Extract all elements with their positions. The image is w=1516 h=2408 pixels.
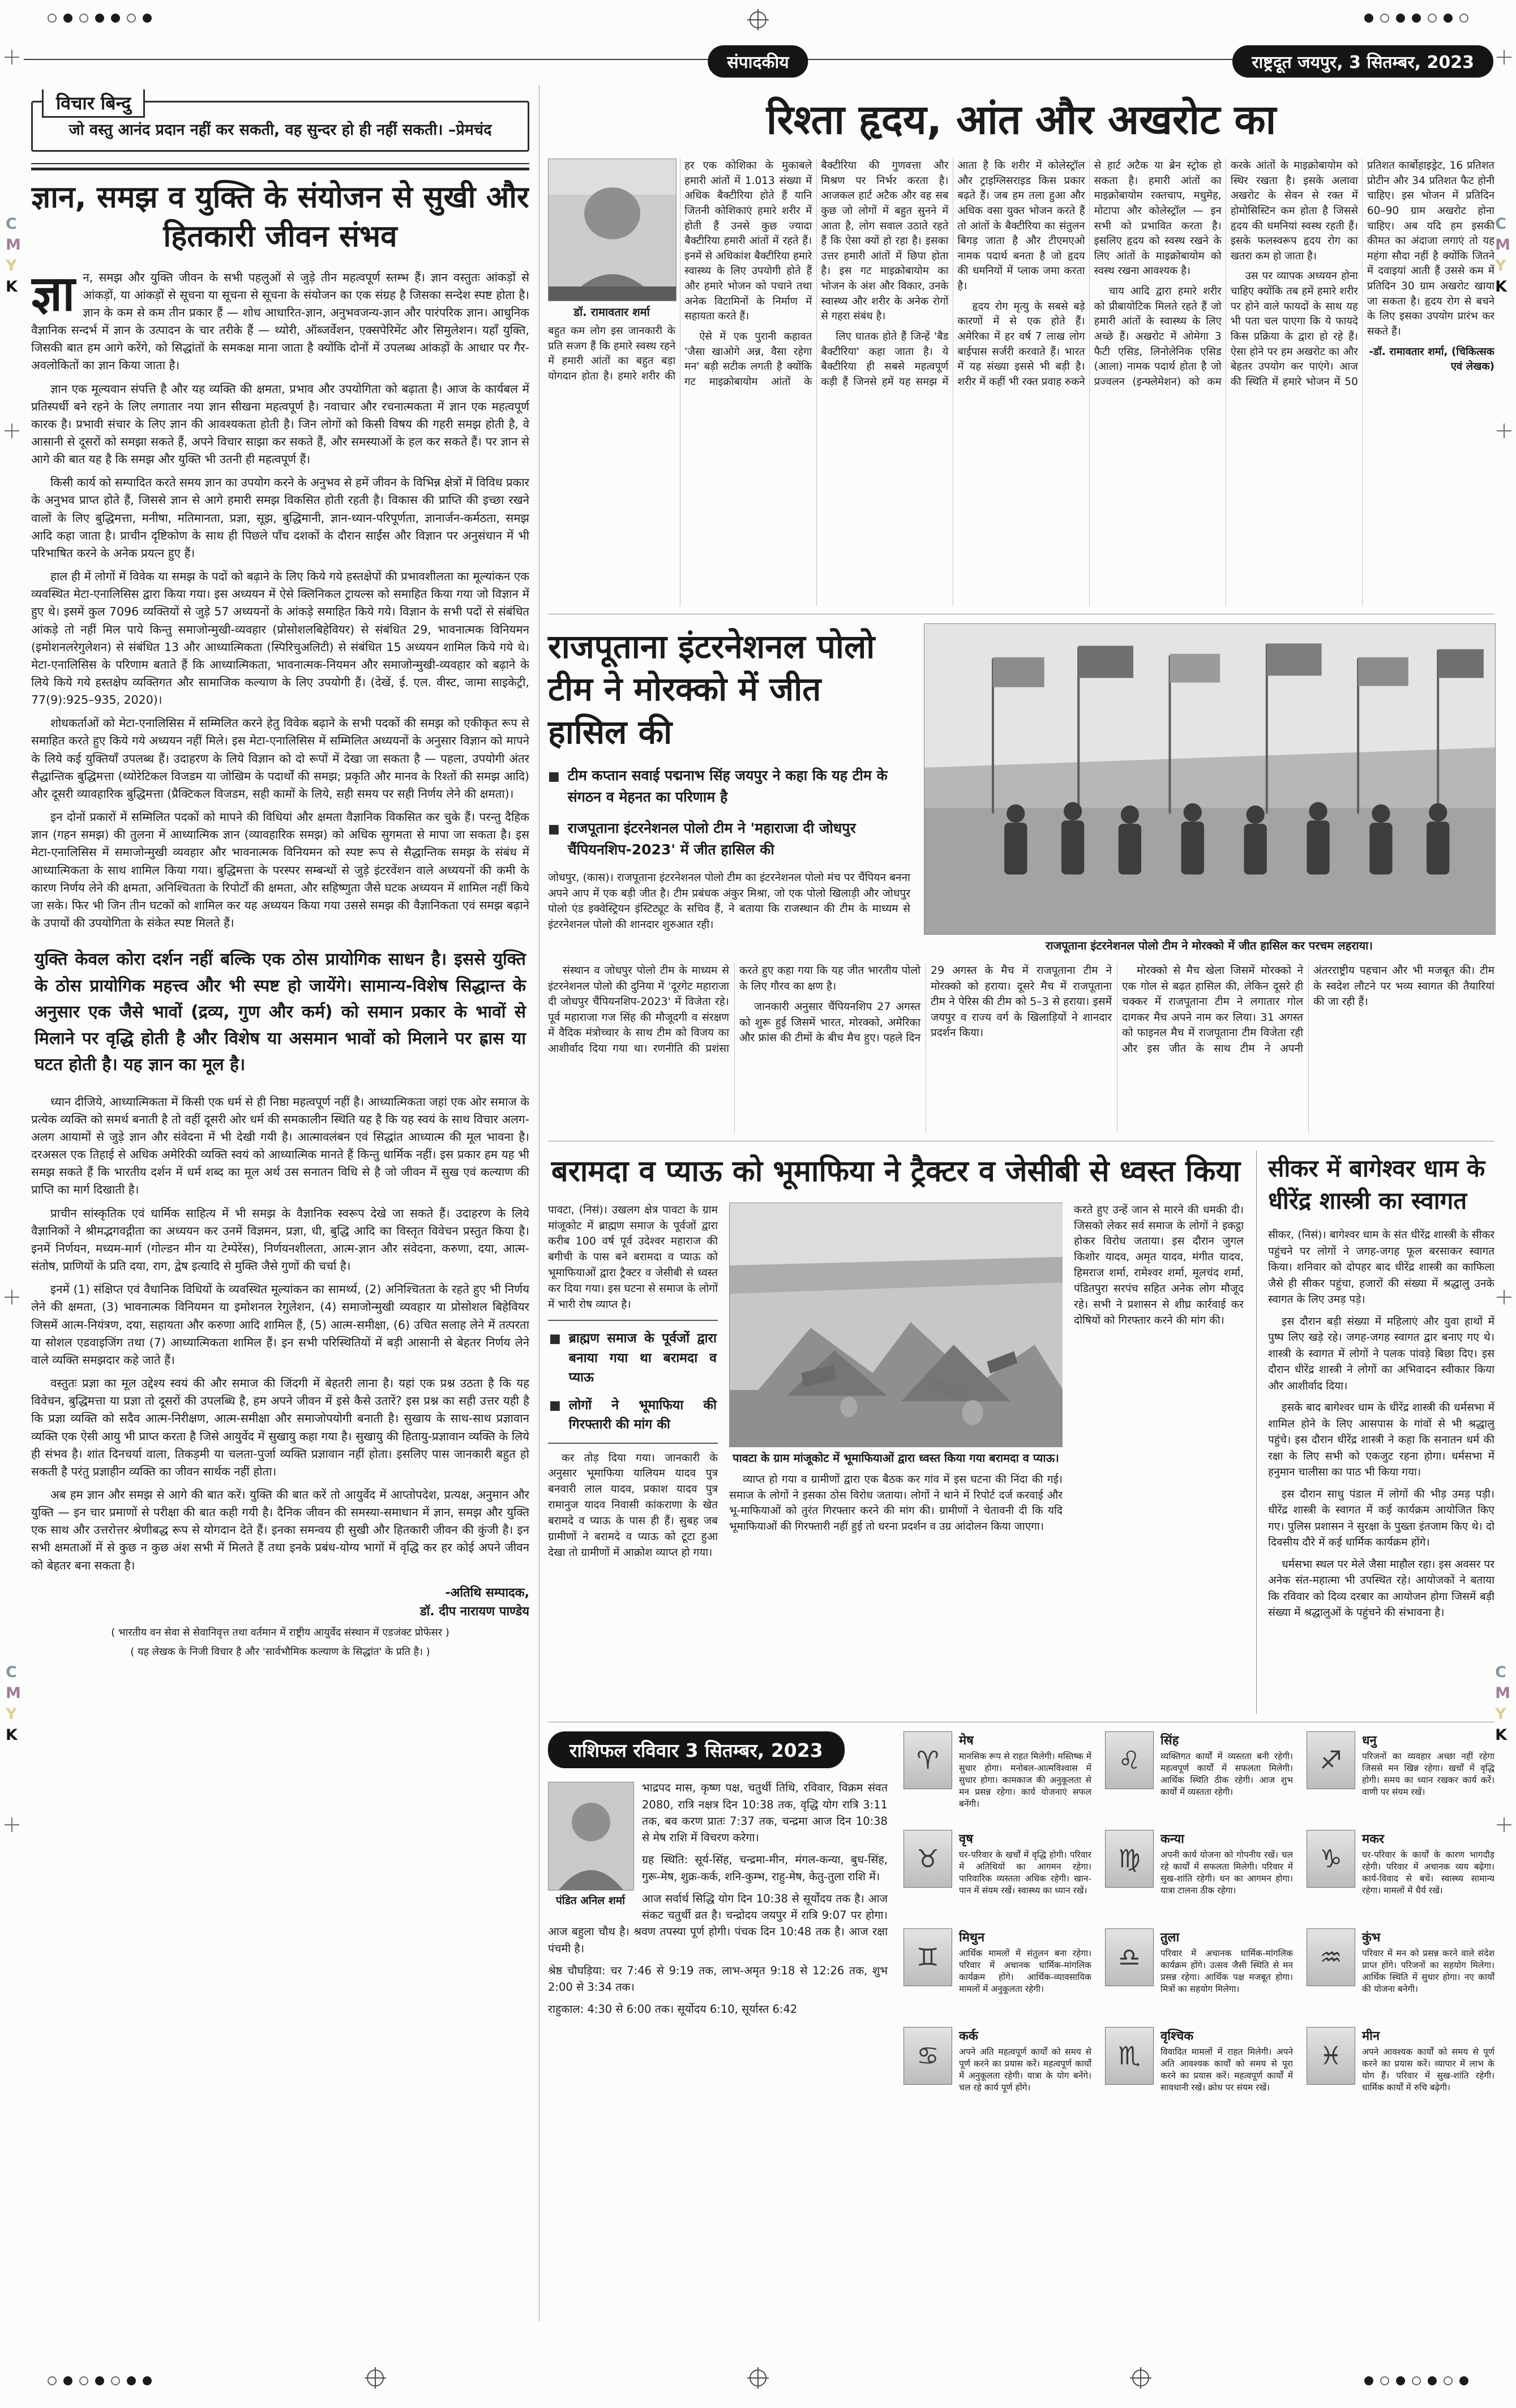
registration-dots-top-right [1364, 14, 1468, 23]
rubble-photo [729, 1203, 1063, 1465]
sagittarius-icon: ♐ [1307, 1731, 1355, 1789]
paragraph: वस्तुतः प्रज्ञा का मूल उद्देश्य स्वयं की और समाज की जिंदगी में बेहतरी लाना है। यहां एक प्रश्न उठता है कि यह विवेचन, बुद्धिमत्ता या प्रज्ञा तो दूसरों की उपलब्धि है, हम अपने जीवन में इसे कैसे उतारें? इस प्रश्न का सही उत्तर यही है कि प्रज्ञा व्यक्ति को सदैव आत्म-निरीक्षण, आत्म-समीक्षा और समाजोपयोगी बनाती है। सुखाय के साथ-साथ प्रज्ञावान व्यक्ति एक ऐसी आयु भी प्राप्त करता है जिसे आयुर्वेद में सुखायु कहा गया है। सुखायु की हितायु-प्रज्ञावान व्यक्ति के लिये ही संभव है। शांत दिनचर्या वाला, तिकड़मी या चलता-पुर्जा व्यक्ति प्रज्ञावान नहीं होता। इसलिए पास जानकारी बहुत हो सकती है परंतु प्रज्ञाहीन व्यक्ति का जीवन सार्थक नहीं होता। [31, 1376, 529, 1478]
registration-plus [5, 1817, 19, 1832]
paragraph: इसके बाद बागेश्वर धाम के धीरेंद्र शास्त्री की धर्मसभा में शामिल होने के लिए आसपास के गांवों से भी श्रद्धालु पहुंचे। इस दौरान धीरेंद्र शास्त्री ने कहा कि सनातन धर्म की रक्षा के लिए सभी को एकजुट रहना होगा। धर्मसभा में हनुमान चालीसा का पाठ भी किया गया। [1268, 1401, 1494, 1479]
bhumafia-article [548, 1150, 1244, 1714]
polo-team-photo-image [924, 623, 1496, 935]
polo-photo-caption: राजपूताना इंटरनेशनल पोलो टीम ने मोरक्को में जीत हासिल कर परचम लहराया। [1046, 939, 1373, 952]
heart-article-headline: रिश्ता हृदय, आंत और अखरोट का [766, 96, 1277, 143]
author-footnote: ( यह लेखक के निजी विचार है और 'सार्वभौमिक कल्याण के सिद्धांत' के प्रति है। ) [130, 1645, 430, 1658]
taurus-icon: ♉ [903, 1830, 952, 1888]
paragraph: अब हम ज्ञान और समझ से आगे की बात करें। युक्ति की बात करें तो आयुर्वेद में आप्तोपदेश, प्रत्यक्ष, अनुमान और युक्ति — इन चार प्रमाणों से परीक्षा की बात कही गयी है। दैनिक जीवन की समस्या-समाधान में ज्ञान, समझ और युक्ति एक साथ और उत्तरोत्तर श्रेणीबद्ध रूप से योगदान देते हैं। इनका समन्वय ही सुखी और हितकारी जीवन की कुंजी है। इन सभी क्षमताओं में से कुछ न कुछ अंश सभी में मिलते हैं तथा इनके प्रबंध-योग्य भागों में वृद्धि कर हर कोई अपने जीवन को बेहतर बना सकता है। [31, 1487, 529, 1572]
bhumafia-center-column [729, 1203, 1063, 1712]
horoscope-section [548, 1731, 1494, 2114]
bhumafia-bullet-2: ■ लोगों ने भूमाफिया की गिरफ्तारी की मांग की [549, 1396, 717, 1435]
zodiac-cell-kanya: ♍ कन्या अपनी कार्य योजना को गोपनीय रखें। चल रहे कार्यों में सफलता मिलेगी। परिवार में सुख-शांति रहेगी। धन का आगमन होगा। यात्रा टालना ठीक रहेगा। [1105, 1830, 1293, 1917]
pandit-photo [548, 1782, 633, 1907]
paragraph: कर तोड़ दिया गया। जानकारी के अनुसार भूमाफिया यालियम यादव पुत्र बनवारी लाल यादव, प्रकाश यादव पुत्र रामानुज यादव निवासी कांकराणा के खेत बरामदे व प्याऊ के पास ही हैं। सुबह जब ग्रामीणों ने बरामदे व प्याऊ को टूटा हुआ देखा तो ग्रामीणों में आक्रोश व्याप्त हो गया। [548, 1451, 718, 1559]
author-credit: -अतिथि सम्पादक, डॉ. दीप नारायण पाण्डेय [419, 1585, 529, 1619]
horoscope-title: राशिफल रविवार 3 सितम्बर, 2023 [548, 1731, 845, 1768]
registration-plus [1497, 1290, 1511, 1304]
lead-article-body [31, 265, 529, 1575]
polo-article-left [548, 623, 910, 953]
bhumafia-right-column [1074, 1203, 1244, 1712]
bhumafia-left-column [548, 1203, 718, 1712]
drop-cap: ज्ञा [31, 265, 75, 322]
zodiac-cell-mithun: ♊ मिथुन आर्थिक मामलों में संतुलन बना रहेगा। परिवार में अचानक धार्मिक-मांगलिक कार्यक्रम होंगे। आर्थिक-व्यावसायिक मामलों में अनुकूलता रहेगी। [903, 1928, 1091, 2016]
lead-article-headline: ज्ञान, समझ व युक्ति के संयोजन से सुखी और हितकारी जीवन संभव [31, 179, 529, 254]
paragraph: बहुत कम लोग इस जानकारी के प्रति सजग हैं कि हमारे स्वस्थ रहने में हमारी आंतों का बहुत बड़ा योगदान होता है। हमारे शरीर की हर एक कोशिका के मुकाबले हमारी आंतों में 1.013 संख्या में अधिक बैक्टीरिया होते हैं यानि जितनी कोशिकाएं हमारे शरीर में होती हैं उनसे कुछ ज्यादा बैक्टीरिया हमारी आंतों में रहते हैं। इनमें से अधिकांश बैक्टीरिया हमारे स्वास्थ्य के लिए उपयोगी होते हैं और हमारे भोजन को पचाने तथा अनेक विटामिनों के निर्माण में सहायता करते हैं। [548, 160, 812, 382]
left-column [31, 89, 529, 2327]
pandit-name: पंडित अनिल शर्मा [555, 1894, 625, 1907]
zodiac-cell-makar: ♑ मकर घर-परिवार के कार्यों के कारण भागदौड़ रहेगी। परिवार में अचानक व्यय बढ़ेगा। कार्य-विवाद से बचें। स्वास्थ्य सामान्य रहेगा। मामलों में धैर्य रखें। [1307, 1830, 1494, 1917]
paragraph: हाल ही में लोगों में विवेक या समझ के पदों को बढ़ाने के लिए किये गये हस्तक्षेपों की प्रभावशीलता का मूल्यांकन एक व्यवस्थित मेटा-एनालिसिस द्वारा किया गया। इस अध्ययन में ऐसे क्लिनिकल ट्रायल्स को समाहित किया गया जो विज्ञान में हुए थे। इसमें कुल 7096 व्यक्तियों से जुड़े 57 अध्ययनों के आंकड़े समाहित किये गये। विज्ञान के सभी पदों से संबंधित आंकड़े तो नहीं मिल पाये किन्तु समाजोन्मुखी-व्यवहार (प्रोसोशलबिहेवियर) से संबंधित 29, भावनात्मक विनियमन (इमोशनलरेगुलेशन) से संबंधित 13 और आध्यात्मिकता (स्पिरिचुअलिटी) से संबंधित 15 अध्ययन शामिल किये गये थे। मेटा-एनालिसिस के परिणाम बताते हैं कि आध्यात्मिकता, भावनात्मक-नियमन और समाजोन्मुखी-व्यवहार को बढ़ाने के लिये किये गये हस्तक्षेप व्यक्तिगत और सामाजिक कल्याण के लिए उपयोगी हैं। (देखें, ई. एल. वीस्ट, जामा साइकेट्री, 77(9):925–935, 2020)। [31, 570, 529, 707]
rubble-photo-image [729, 1203, 1063, 1447]
cmyk-print-mark: C M Y K [6, 1663, 21, 1744]
paragraph: इस दौरान बड़ी संख्या में महिलाएं और युवा हाथों में पुष्प लिए खड़े रहे। जगह-जगह स्वागत द्वार बनाए गए थे। शास्त्री के स्वागत में लोगों ने पलक पांवड़े बिछा दिए। इस दौरान धीरेंद्र शास्त्री ने लोगों का अभिवादन स्वीकार किया और आशीर्वाद दिया। [1268, 1315, 1494, 1392]
registration-crosshair-top-center [750, 11, 766, 28]
author-footnote: ( भारतीय वन सेवा से सेवानिवृत्त तथा वर्तमान में राष्ट्रीय आयुर्वेद संस्थान में एडजंक्ट प्रोफेसर ) [111, 1626, 449, 1639]
zodiac-cell-kark: ♋ कर्क अपने अति महत्वपूर्ण कार्यों को समय से पूर्ण करने का प्रयास करें। महत्वपूर्ण कार्यों में अनुकूलता रहेगी। यात्रा के योग बनेंगे। चल रहे कार्य पूर्ण होंगे। [903, 2027, 1091, 2114]
paragraph: करते हुए उन्हें जान से मारने की धमकी दी। जिसको लेकर सर्व समाज के लोगों ने इकट्ठा होकर विरोध जताया। इस दौरान जुगल किशोर यादव, अमृत यादव, मंगीत यादव, हिमराज शर्मा, रामेश्वर शर्मा, मूलचंद शर्मा, पंडितपुरा सरपंच सहित अनेक लोग मौजूद रहे। सभी ने प्रशासन से शीघ्र कार्रवाई कर दोषियों को गिरफ्तार करने की मांग की। [1074, 1203, 1244, 1327]
zodiac-cell-vrish: ♉ वृष घर-परिवार के खर्चों में वृद्धि होगी। परिवार में अतिथियों का आगमन रहेगा। पारिवारिक व्यस्तता अधिक रहेगी। खान-पान में संयम रखें। स्वास्थ्य का ध्यान रखें। [903, 1830, 1091, 1917]
pandit-portrait-image [548, 1782, 634, 1891]
paragraph: ज्ञान एक मूल्यवान संपत्ति है और यह व्यक्ति की क्षमता, प्रभाव और उपयोगिता को बढ़ाता है। आज के कार्यबल में प्रतिस्पर्धी बने रहने के लिए लगातार नया ज्ञान सीखना महत्वपूर्ण है। नवाचार और रचनात्मकता में ज्ञान एक महत्वपूर्ण कारक है। प्रभावी संचार के लिए ज्ञान की आवश्यकता होती है। जिन लोगों को किसी विषय की गहरी समझ होती है, वे आसानी से दूसरों को समझा सकते हैं, अपने विचार साझा कर सकते हैं, और समस्याओं के हल कर सकते हैं। पर ज्ञान से आगे की बात यह है कि समझ और युक्ति भी उतनी ही महत्वपूर्ण हैं। [31, 382, 529, 467]
cmyk-print-mark: C M Y K [1495, 215, 1510, 296]
libra-icon: ♎ [1105, 1928, 1154, 1986]
zodiac-cell-vrishchik: ♏ वृश्चिक विवादित मामलों में राहत मिलेगी। अपने अति आवश्यक कार्यों को समय से पूरा करने का प्रयास करें। महत्वपूर्ण कार्यों में सावधानी रखें। क्रोध पर संयम रखें। [1105, 2027, 1293, 2114]
registration-plus [5, 50, 19, 65]
section-title: संपादकीय [708, 45, 808, 78]
leo-icon: ♌ [1105, 1731, 1154, 1789]
zodiac-cell-kumbh: ♒ कुंभ परिवार में मन को प्रसन्न करने वाले संदेश प्राप्त होंगे। परिजनों का सहयोग मिलेगा। आर्थिक स्थिति में सुधार होगा। नए कार्यों की योजना बनेगी। [1307, 1928, 1494, 2016]
paragraph: मोरक्को से मैच खेला जिसमें मोरक्को ने एक गोल से बढ़त हासिल की, लेकिन दूसरे ही चक्कर में राजपूताना टीम ने लगातार गोल दागकर मैच अपने नाम कर लिया। 31 अगस्त को फाइनल मैच में राजपूताना टीम विजेता रही और इस जीत के साथ टीम ने अपनी अंतरराष्ट्रीय पहचान और भी मजबूत की। टीम के स्वदेश लौटने पर भव्य स्वागत की तैयारियां की जा रही हैं। [1122, 964, 1494, 1055]
bullet-square-icon [548, 818, 560, 860]
scorpio-icon: ♏ [1105, 2027, 1154, 2085]
bhumafia-article-headline: बरामदा व प्याऊ को भूमाफिया ने ट्रैक्टर व जेसीबी से ध्वस्त किया [551, 1154, 1241, 1188]
pisces-icon: ♓ [1307, 2027, 1355, 2085]
registration-plus [1497, 1817, 1511, 1832]
paragraph: हृदय रोग मृत्यु के सबसे बड़े कारणों में से एक होते हैं। अमेरिका में हर वर्ष 7 लाख लोग बाईपास सर्जरी करवाते हैं। भारत में यह संख्या इससे भी बड़ी है। शरीर में कहीं भी रक्त प्रवाह रुकने से हार्ट अटैक या ब्रेन स्ट्रोक हो सकता है। हमारी आंतों का माइक्रोबायोम रक्तचाप, मधुमेह, मोटापा और कोलेस्ट्रॉल — इन सभी को प्रभावित करता है। इसलिए हृदय को स्वस्थ रखने के लिए आंतों के माइक्रोबायोम को स्वस्थ रखना आवश्यक है। [957, 160, 1222, 388]
polo-article-body [548, 963, 1494, 1133]
heart-article [548, 91, 1494, 606]
paragraph: श्रेष्ठ चौघड़िया: चर 7:46 से 9:19 तक, लाभ-अमृत 9:18 से 12:26 तक, शुभ 2:00 से 3:34 तक। [548, 1964, 888, 1994]
aries-icon: ♈ [903, 1731, 952, 1789]
vichar-bindu-quote: जो वस्तु आनंद प्रदान नहीं कर सकती, वह सुन्दर हो ही नहीं सकती। –प्रेमचंद [68, 121, 492, 139]
zodiac-cell-mesh: ♈ मेष मानसिक रूप से राहत मिलेगी। मस्तिष्क में सुधार होगा। मनोबल-आत्मविश्वास में सुधार होगा। कामकाज की अनुकूलता से मन प्रसन्न रहेगा। कार्य योजनाएं सफल बनेंगी। [903, 1731, 1091, 1819]
paragraph: इनमें (1) संक्षिप्त एवं वैधानिक विधियों के व्यवस्थित मूल्यांकन का सामर्थ्य, (2) अनिश्चितता के रहते हुए भी निर्णय लेने की क्षमता, (3) भावनात्मक विनियमन या इमोशनल रेगुलेशन, (4) समाजोन्मुखी व्यवहार या प्रोसोशल बिहेवियर जिसमें आत्म-नियंत्रण, दया, सहायता और करुणा आदि शामिल हैं, (5) आत्म-समीक्षा, (6) उचित सलाह लेने में तत्परता या सोशल एडवाइजिंग तथा (7) आध्यात्मिकता शामिल हैं। इन सभी परिस्थितियों में बड़ी आसानी से बेहतर निर्णय लेने वाले व्यक्ति समझदार कहे जाते हैं। [31, 1282, 529, 1367]
registration-crosshair-bottom [367, 2369, 384, 2386]
aquarius-icon: ♒ [1307, 1928, 1355, 1986]
paragraph: संस्थान व जोधपुर पोलो टीम के माध्यम से इंटरनेशनल पोलो की दुनिया में 'दूरगेट महाराजा दी जोधपुर चैंपियनशिप-2023' में विजेता रहे। पूर्व महाराजा गज सिंह की मौजूदगी व संरक्षण में वैदिक मंत्रोच्चार के साथ टीम को विजय का आशीर्वाद दिया गया था। रणनीति की प्रशंसा करते हुए कहा गया कि यह जीत भारतीय पोलो के लिए गौरव का क्षण है। [548, 964, 920, 1055]
polo-article-headline: राजपूताना इंटरनेशनल पोलो टीम ने मोरक्को में जीत हासिल की [548, 627, 875, 751]
paragraph: धर्मसभा स्थल पर मेले जैसा माहौल रहा। इस अवसर पर अनेक संत-महात्मा भी उपस्थित रहे। आयोजकों ने बताया कि रविवार को दिव्य दरबार का आयोजन होगा जिसमें बड़ी संख्या में श्रद्धालुओं के पहुंचने की संभावना है। [1268, 1558, 1494, 1619]
polo-bullet-1: ■ टीम कप्तान सवाई पद्मनाभ सिंह जयपुर ने कहा कि यह टीम के संगठन व मेहनत का परिणाम है [548, 765, 910, 807]
registration-plus [1497, 424, 1511, 438]
paragraph: ऐसे में एक पुरानी कहावत 'जैसा खाओगे अन्न, वैसा रहेगा मन' बड़ी सटीक लगती है क्योंकि गट माइक्रोबायोम आंतों के बैक्टीरिया की गुणवत्ता और मिश्रण पर निर्भर करता है। आजकल हार्ट अटैक और वह सब कुछ जो लोगों में बहुत सुनने में आता है, लोग सवाल उठाते रहते हैं कि ऐसा क्यों हो रहा है। इसका उत्तर हमारी आंतों में छिपा होता है। इस गट माइक्रोबायोम का भोजन के अंश और विकार, उनके स्वास्थ्य और शरीर के अनेक रोगों से गहरा संबंध है। [684, 160, 949, 388]
bhumafia-bullet-1: ■ ब्राह्मण समाज के पूर्वजों द्वारा बनाया गया था बरामदा व प्याऊ [549, 1329, 717, 1388]
registration-dots-bottom-left [48, 2376, 152, 2385]
doctor-photo [548, 159, 675, 319]
paragraph: इस दौरान साधु पंडाल में लोगों की भीड़ उमड़ पड़ी। धीरेंद्र शास्त्री के स्वागत में कई कार्यक्रम आयोजित किए गए। पुलिस प्रशासन ने सुरक्षा के पुख्ता इंतजाम किए थे। दो दिवसीय दौरे में कई धार्मिक कार्यक्रम होंगे। [1268, 1487, 1494, 1549]
paragraph: राहुकाल: 4:30 से 6:00 तक। सूर्योदय 6:10, सूर्यास्त 6:42 [548, 2003, 798, 2016]
vichar-bindu-title: विचार बिन्दु [42, 89, 145, 118]
bullet-square-icon [549, 1396, 561, 1435]
registration-plus [5, 424, 19, 438]
paragraph: ध्यान दीजिये, आध्यात्मिकता में किसी एक धर्म से ही निष्ठा महत्वपूर्ण नहीं है। आध्यात्मिकता जहां एक ओर समाज के प्रत्येक व्यक्ति को समर्थ बनाती है तो वहीं दूसरी ओर धर्म की समकालीन स्थिति यह है कि यह स्वयं के साथ विचार अलग-अलग आयामों से जुड़े ज्ञान और संवेदना में भी देखी गयी है। आत्मावलंबन एवं सिद्धांत आध्यात्म की मूल भावना है। दरअसल एक तिहाई से अधिक अमेरिकी व्यक्ति स्वयं को आध्यात्मिक मानते हैं किन्तु धार्मिक नहीं। इस प्रकार हम यह भी समझ सकते हैं कि भारतीय दर्शन में धर्म शब्द का मूल अर्थ उस सनातन विधि से है जो जीवन में सुख एवं कल्याण की प्राप्ति का मार्ग दिखाती है। [31, 1094, 529, 1197]
cmyk-print-mark: C M Y K [6, 215, 21, 296]
registration-plus [5, 1290, 19, 1304]
sikar-article-body [1268, 1227, 1494, 1714]
article-signature: -डॉ. रामावतार शर्मा, (चिकित्सक एवं लेखक) [1369, 345, 1494, 373]
vichar-bindu-box [31, 92, 529, 152]
paragraph: सीकर, (निसं)। बागेश्वर धाम के संत धीरेंद्र शास्त्री के सीकर पहुंचने पर लोगों ने जगह-जगह फूल बरसाकर स्वागत किया। शनिवार को दोपहर बाद धीरेंद्र शास्त्री का काफिला जैसे ही सीकर पहुंचा, हजारों की संख्या में श्रद्धालु उनके स्वागत के लिए उमड़ पड़े। [1268, 1229, 1494, 1306]
polo-team-photo [924, 623, 1494, 953]
rubble-photo-caption: पावटा के ग्राम मांजूकोट में भूमाफियाओं द्वारा ध्वस्त किया गया बरामदा व प्याऊ। [733, 1451, 1059, 1465]
zodiac-cell-dhanu: ♐ धनु परिजनों का व्यवहार अच्छा नहीं रहेगा जिससे मन खिन्न रहेगा। खर्चों में वृद्धि होगी। समय का ध्यान रखकर कार्य करें। वाणी पर संयम रखें। [1307, 1731, 1494, 1819]
virgo-icon: ♍ [1105, 1830, 1154, 1888]
paragraph: भाद्रपद मास, कृष्ण पक्ष, चतुर्थी तिथि, रविवार, विक्रम संवत 2080, रात्रि नक्षत्र दिन 10:38 तक, वृद्धि योग रात्रि 3:11 तक, बव करण प्रातः 7:37 तक, चन्द्रमा आज दिन 10:38 से मेष राशि में विचरण करेगा। [642, 1781, 888, 1845]
registration-dots-top-left [48, 14, 152, 23]
paragraph: प्राचीन सांस्कृतिक एवं धार्मिक साहित्य में भी समझ के वैज्ञानिक स्वरूप देखे जा सकते हैं। उदाहरण के लिये वैज्ञानिकों ने श्रीमद्भगवद्गीता का अध्ययन कर उनमें विज्ञमन, प्रज्ञा, धी, बुद्धि आदि का विस्तृत विवेचन प्रस्तुत किया है। इनमें निर्णयन, मध्यम-मार्ग (गोल्डन मीन या टेम्पेरेंस), निर्णयनशीलता, आत्म-ज्ञान और संवेदना, करुणा, दया, आत्म-संतोष, प्राणियों के प्रति दया, राग, द्वेष इत्यादि से मुक्ति जैसे गुणों की चर्चा है। [31, 1206, 529, 1273]
cmyk-print-mark: C M Y K [1495, 1663, 1510, 1744]
registration-crosshair-bottom [1132, 2369, 1149, 2386]
zodiac-cell-meen: ♓ मीन अपने आवश्यक कार्यों को समय से पूर्ण करने का प्रयास करें। व्यापार में लाभ के योग हैं। परिवार में सुख-शांति रहेगी। धार्मिक कार्यों में रुचि बढ़ेगी। [1307, 2027, 1494, 2114]
zodiac-cell-tula: ♎ तुला परिवार में अचानक धार्मिक-मांगलिक कार्यक्रम होंगे। उत्सव जैसी स्थिति से मन प्रसन्न रहेगा। आर्थिक पक्ष मजबूत होगा। मित्रों का सहयोग मिलेगा। [1105, 1928, 1293, 2016]
paragraph: किसी कार्य को सम्पादित करते समय ज्ञान का उपयोग करने के अनुभव से हमें जीवन के विभिन्न क्षेत्रों में विविध प्रकार के अनुभव प्राप्त होते हैं, जिससे ज्ञान से आगे हमारी समझ विकसित होती रहती है। विकास की प्राप्ति की इच्छा रखने वालों के लिए बुद्धिमत्ता, मनीषा, मतिमानता, प्रज्ञा, सूझ, बुद्धिमानी, ज्ञान-ध्यान-परिपूर्णता, ज्ञानार्जन-कर्मठता, समझ आदि कहा जाता है। प्राचीन दृष्टिकोण के साथ ही पिछले पाँच दशकों के दौरान साईंस और विज्ञान पर अनुसंधान में भी परिभाषित करने के अनेक प्रयत्न हुए हैं। [31, 476, 529, 560]
registration-plus [1497, 50, 1511, 65]
paragraph: व्याप्त हो गया व ग्रामीणों द्वारा एक बैठक कर गांव में इस घटना की निंदा की गई। समाज के लोगों ने इसका ठोस विरोध जताया। लोगों ने थाने में रिपोर्ट दर्ज करवाई और भू-माफियाओं को तुरंत गिरफ्तार करने की मांग की। ग्रामीणों ने चेतावनी दी कि यदि भूमाफियाओं की गिरफ्तारी नहीं हुई तो धरना प्रदर्शन व उग्र आंदोलन किया जाएगा। [729, 1473, 1063, 1533]
doctor-photo-caption: डॉ. रामावतार शर्मा [573, 305, 650, 319]
paragraph: ज्ञा न, समझ और युक्ति जीवन के सभी पहलुओं से जुड़े तीन महत्वपूर्ण स्तम्भ हैं। ज्ञान वस्तुतः आंकड़ों से आंकड़ों, या आंकड़ों से सूचना या सूचना से सूचना के संयोजन का एक संग्रह है जिसका सन्देश स्पष्ट होता है। ज्ञान के कम से कम तीन प्रकार हैं — शोध आधारित-ज्ञान, अनुभवजन्य-ज्ञान और पारंपरिक ज्ञान। आधुनिक वैज्ञानिक सन्दर्भ में ज्ञान के उत्पादन के चार तरीके हैं — थ्योरी, ऑब्जर्वेशन, एक्सपेरिमेंट और सिमुलेशन। यहाँ युक्ति, जिसकी बात हम आगे करेंगे, को सिद्धांतों के समकक्ष माना जाता है क्योंकि दोनों में उपलब्ध आंकड़ों के आधार पर गैर-अवलोकितों का ज्ञान किया जाता है। [31, 265, 529, 373]
paragraph: शोधकर्ताओं को मेटा-एनालिसिस में सम्मिलित करने हेतु विवेक बढ़ाने के सभी पदकों की समझ को एकीकृत रूप से समाहित करते हुए किये गये अध्ययन नहीं मिले। इस मेटा-एनालिसिस में सम्मिलित अध्ययनों के अनुसार विज्ञान को मापने के लिये कई युक्तियाँ उपलब्ध हैं। उदाहरण के लिये विज्ञान को दो रूपों में देखा जा सकता है — पहला, उपयोगी अंतर सैद्धान्तिक बुद्धिमत्ता (थ्योरेटिकल विजडम या जोखिम के पदार्थों की समझ; प्रकृति और मानव के रिश्तों की समझ आदि) और दूसरी व्यावहारिक बुद्धिमत्ता (प्रैक्टिकल विजडम, सही कामों के लिये, सही समय पर सही निर्णय लेने की क्षमता)। [31, 716, 529, 801]
bullet-square-icon [549, 1329, 561, 1388]
heart-article-body [548, 159, 1494, 606]
zodiac-grid [903, 1731, 1494, 2114]
edition-date: राष्ट्रदूत जयपुर, 3 सितम्बर, 2023 [1232, 45, 1493, 78]
paragraph: उस पर व्यापक अध्ययन होना चाहिए क्योंकि तब हमें हमारे शरीर पर होने वाले फायदों के साथ यह भी पता चल पाएगा कि ये फायदे किस प्रक्रिया के द्वारा हो रहे हैं। ऐसा होने पर हम अखरोट का और बेहतर उपयोग कर पाएंगे। आज की स्थिति में हमारे भोजन में 50 प्रतिशत कार्बोहाइड्रेट, 16 प्रतिशत प्रोटीन और 34 प्रतिशत फैट होनी चाहिए। इस भोजन में प्रतिदिन 60–90 ग्राम अखरोट होना चाहिए। अब यदि हम इसकी कीमत का अंदाजा लगाएं तो यह महंगा सौदा नहीं है क्योंकि जितने में दवाइयां आती हैं उससे कम में प्रतिदिन 30 ग्राम अखरोट खाया जा सकता है। हृदय रोग से बचने के लिए इसका उपयोग प्रारंभ कर सकते हैं। [1230, 160, 1494, 388]
bullet-square-icon [548, 765, 560, 807]
polo-bullet-2: ■ राजपूताना इंटरनेशनल पोलो टीम ने 'महाराजा दी जोधपुर चैंपियनशिप-2023' में जीत हासिल की [548, 818, 910, 860]
capricorn-icon: ♑ [1307, 1830, 1355, 1888]
gemini-icon: ♊ [903, 1928, 952, 1986]
paragraph: ग्रह स्थिति: सूर्य-सिंह, चन्द्रमा-मीन, मंगल-कन्या, बुध-सिंह, गुरू-मेष, शुक्र-कर्क, शनि-कुम्भ, राहु-मेष, केतु-तुला राशि में। [642, 1853, 888, 1883]
bhumafia-center-text [729, 1472, 1063, 1536]
registration-dots-bottom-right [1364, 2376, 1468, 2385]
main-area [548, 85, 1494, 2114]
paragraph: लिए घातक होते हैं जिन्हें 'बैड बैक्टीरिया' कहा जाता है। ये बैक्टीरिया ही सबसे महत्वपूर्ण कड़ी हैं जिनसे हमें यह समझ में आता है कि शरीर में कोलेस्ट्रॉल और ट्राइग्लिसराइड किस प्रकार बढ़ते हैं। जब हम तला हुआ और अधिक वसा युक्त भोजन करते हैं तो आंतों के बैक्टीरिया का संतुलन बिगड़ जाता है और टीएमएओ नामक पदार्थ बनता है जो हृदय की धमनियों में प्लाक जमा करता है। [821, 160, 1085, 388]
paragraph: आज सर्वार्थ सिद्धि योग दिन 10:38 से सूर्योदय तक है। आज संकट चतुर्थी व्रत है। चन्द्रोदय जयपुर में रात्रि 9:07 पर होगा। आज बहुला चौथ है। श्रवण तपस्या पूर्ण होगी। पंचक दिन 10:48 तक है। आज रक्षा पंचमी है। [548, 1892, 888, 1955]
pull-quote: युक्ति केवल कोरा दर्शन नहीं बल्कि एक ठोस प्रायोगिक साधन है। इससे युक्ति के ठोस प्रायोगिक महत्त्व और भी स्पष्ट हो जायेंगे। सामान्य-विशेष सिद्धान्त के अनुसार एक जैसे भावों (द्रव्य, गुण और कर्म) को समान प्रकार के भावों से मिलाने पर वृद्धि होती है और विशेष या असमान भावों को मिलाने पर ह्रास या घटत होती है। यह ज्ञान का मूल है। [35, 949, 526, 1075]
cancer-icon: ♋ [903, 2027, 952, 2085]
bhumafia-bullets [548, 1320, 718, 1444]
sikar-article-headline: सीकर में बागेश्वर धाम के धीरेंद्र शास्त्री का स्वागत [1268, 1154, 1485, 1214]
polo-article [548, 623, 1494, 1133]
paragraph: चाय आदि द्वारा हमारे शरीर को प्रीबायोटिक मिलते रहते हैं जो हमारी आंतों के स्वास्थ्य के लिए अच्छे हैं। अखरोट में ओमेगा 3 फैटी एसिड, लिनोलेनिक एसिड (आला) नामक पदार्थ होता है जो प्रज्वलन (इन्फ्लेमेशन) को कम करके आंतों के माइक्रोबायोम को स्थिर रखता है। इसके अलावा अखरोट के सेवन से रक्त में होमोसिस्टिन कम होता है जिससे हृदय की धमनियां स्वस्थ रहती हैं। इसके फलस्वरूप हृदय रोग का खतरा कम हो जाता है। [1094, 160, 1358, 388]
sikar-article [1256, 1150, 1494, 1714]
doctor-portrait-image [548, 159, 676, 301]
paragraph: पावटा, (निसं)। उखलग क्षेत्र पावटा के ग्राम मांजूकोट में ब्राह्मण समाज के पूर्वजों द्वारा करीब 100 वर्ष पूर्व उदेश्वर महाराज की बगीची के पास बने बरामदा व प्याऊ को भूमाफियाओं द्वारा ट्रैक्टर व जेसीबी से ध्वस्त कर दिया गया। इस घटना से समाज के लोगों में भारी रोष व्याप्त है। [548, 1203, 718, 1311]
polo-article-lead: जोधपुर, (कास)। राजपूताना इंटरनेशनल पोलो टीम का इंटरनेशनल पोलो मंच पर चैंपियन बनना अपने आप में एक बड़ी जीत है। टीम प्रबंधक अंकुर मिश्रा, जो एक पोलो खिलाड़ी और जोधपुर पोलो एंड इक्वेस्ट्रियन इंस्टिट्यूट के सचिव हैं, ने बताया कि राजस्थान की टीम के माध्यम से इंटरनेशनल पोलो की शानदार शुरुआत रही। [548, 871, 910, 931]
double-rule [31, 163, 529, 170]
paragraph: जानकारी अनुसार चैंपियनशिप 27 अगस्त को शुरू हुई जिसमें भारत, मोरक्को, अमेरिका और फ्रांस की टीमों के बीच मैच हुए। पहले दिन 29 अगस्त के मैच में राजपूताना टीम ने मोरक्को को हराया। दूसरे मैच में राजपूताना टीम ने पेरिस की टीम को 5–3 से हराया। इसमें जयपुर व राज्य वर्ग के खिलाड़ियों ने शानदार प्रदर्शन किया। [739, 964, 1112, 1045]
paragraph: इन दोनों प्रकारों में सम्मिलित पदकों को मापने की विधियां और क्षमता वैज्ञानिक विकसित कर चुके हैं। परन्तु दैहिक ज्ञान (गहन समझ) की तुलना में आध्यात्मिक ज्ञान (व्यावहारिक समझ) को अधिक सुगमता से मापा जा सकता है। इस मेटा-एनालिसिस में समाजोन्मुखी व्यवहार और भावनात्मक विनियमन को स्पष्ट रूप से सैद्धान्तिक समझ के संबंध में आध्यात्मिकता के साथ शामिल किया गया। बुद्धिमत्ता के परस्पर सम्बन्धों से जुड़े इंटरवेंशन वाले अध्ययनों की कमी के कारण निर्णय लेने की क्षमता, अनिश्चितता के रिपोर्टों की क्षमता, और सहिष्णुता जैसे घटक अध्ययन में शामिल नहीं किये जा सके। फिर भी जिन तीन घटकों को शामिल कर यह अध्ययन किया गया उससे समझ की वैज्ञानिकता एवं समझ बढ़ाने के उपायों की उपयोगिता के संकेत स्पष्ट मिलते हैं। [31, 810, 529, 930]
zodiac-cell-singh: ♌ सिंह व्यक्तिगत कार्यों में व्यस्तता बनी रहेगी। महत्वपूर्ण कार्यों में सफलता मिलेगी। आर्थिक स्थिति ठीक रहेगी। आज शुभ कार्यों में व्यस्तता रहेगी। [1105, 1731, 1293, 1819]
registration-crosshair-bottom [750, 2369, 766, 2386]
horoscope-left [548, 1731, 888, 2114]
